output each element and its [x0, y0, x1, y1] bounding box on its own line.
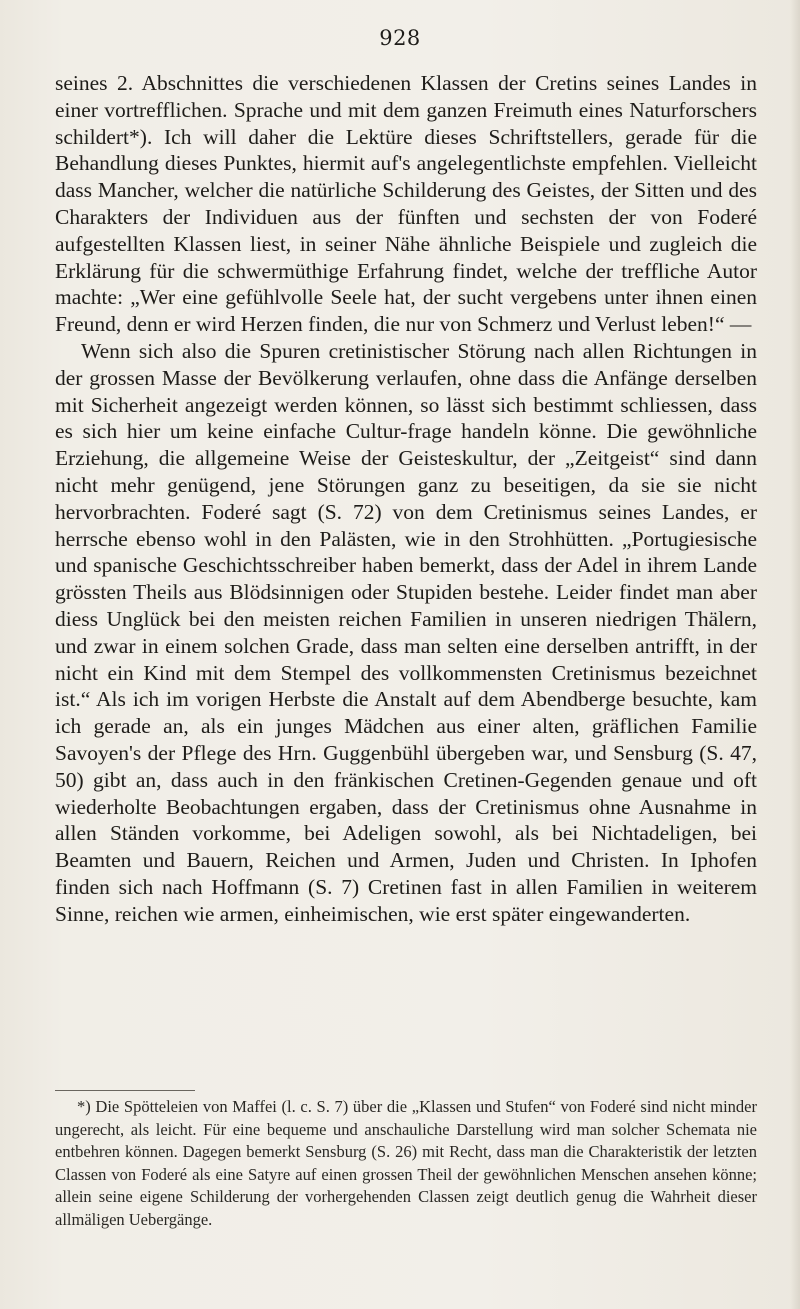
- page-edge-shadow: [790, 0, 800, 1309]
- paragraph-1: seines 2. Abschnittes die verschiedenen Klassen der Cretins seines Landes in einer vortrefflichen. Sprache und mit dem ganzen Freimuth eines Naturforschers schildert*). Ich will daher die Lektüre dieses Schriftstellers, gerade für die Behandlung dieses Punktes, hiermit auf's angelegentlichste empfehlen. Vielleicht dass Mancher, welcher die natürliche Schilderung des Geistes, der Sitten und des Charakters der Individuen aus der fünften und sechsten der von Foderé aufgestellten Klassen liest, in seiner Nähe ähnliche Beispiele und zugleich die Erklärung für die schwermüthige Erfahrung findet, welche der treffliche Autor machte: „Wer eine gefühlvolle Seele hat, der sucht vergebens unter ihnen einen Freund, denn er wird Herzen finden, die nur von Schmerz und Verlust leben!“ —: [55, 71, 757, 337]
- main-text: [55, 70, 757, 928]
- footnote: [55, 1096, 757, 1232]
- paragraph-2: Wenn sich also die Spuren cretinistischer Störung nach allen Richtungen in der grossen Masse der Bevölkerung verlaufen, ohne dass die Anfänge derselben mit Sicherheit angezeigt werden können, so lässt sich bestimmt schliessen, dass es sich hier um keine einfache Cultur-frage handeln könne. Die gewöhnliche Erziehung, die allgemeine Weise der Geisteskultur, der „Zeitgeist“ sind dann nicht mehr genügend, jene Störungen ganz zu beseitigen, da sie sie nicht hervorbrachten. Foderé sagt (S. 72) von dem Cretinismus seines Landes, er herrsche ebenso wohl in den Palästen, wie in den Strohhütten. „Portugiesische und spanische Geschichtsschreiber haben bemerkt, dass der Adel in ihrem Lande grössten Theils aus Blödsinnigen oder Stupiden bestehe. Leider findet man aber diess Unglück bei den meisten reichen Familien in unseren niedrigen Thälern, und zwar in einem solchen Grade, dass man selten eine derselben antrifft, in der nicht ein Kind mit dem Stempel des vollkommensten Cretinismus bezeichnet ist.“ Als ich im vorigen Herbste die Anstalt auf dem Abendberge besuchte, kam ich gerade an, als ein junges Mädchen aus einer alten, gräflichen Familie Savoyen's der Pflege des Hrn. Guggenbühl übergeben war, und Sensburg (S. 47, 50) gibt an, dass auch in den fränkischen Cretinen-Gegenden genaue und oft wiederholte Beobachtungen ergaben, dass der Cretinismus ohne Ausnahme in allen Ständen vorkomme, bei Adeligen sowohl, als bei Nichtadeligen, bei Beamten und Bauern, Reichen und Armen, Juden und Christen. In Iphofen finden sich nach Hoffmann (S. 7) Cretinen fast in allen Familien in weiterem Sinne, reichen wie armen, einheimischen, wie erst später eingewanderten.: [55, 338, 757, 926]
- footnote-text: *) Die Spötteleien von Maffei (l. c. S. 7) über die „Klassen und Stufen“ von Foderé sind nicht minder ungerecht, als leicht. Für eine bequeme und anschauliche Darstellung wird man solcher Schemata nie entbehren können. Dagegen bemerkt Sensburg (S. 26) mit Recht, dass man die Charakteristik der letzten Classen von Foderé als eine Satyre auf einen grossen Theil der gewöhnlichen Menschen ansehen könne; allein seine eigene Schilderung der vorhergehenden Classen zeigt deutlich genug die Wahrheit dieser allmäligen Uebergänge.: [55, 1097, 757, 1229]
- footnote-divider: [55, 1090, 195, 1091]
- page-number: 928: [379, 26, 421, 50]
